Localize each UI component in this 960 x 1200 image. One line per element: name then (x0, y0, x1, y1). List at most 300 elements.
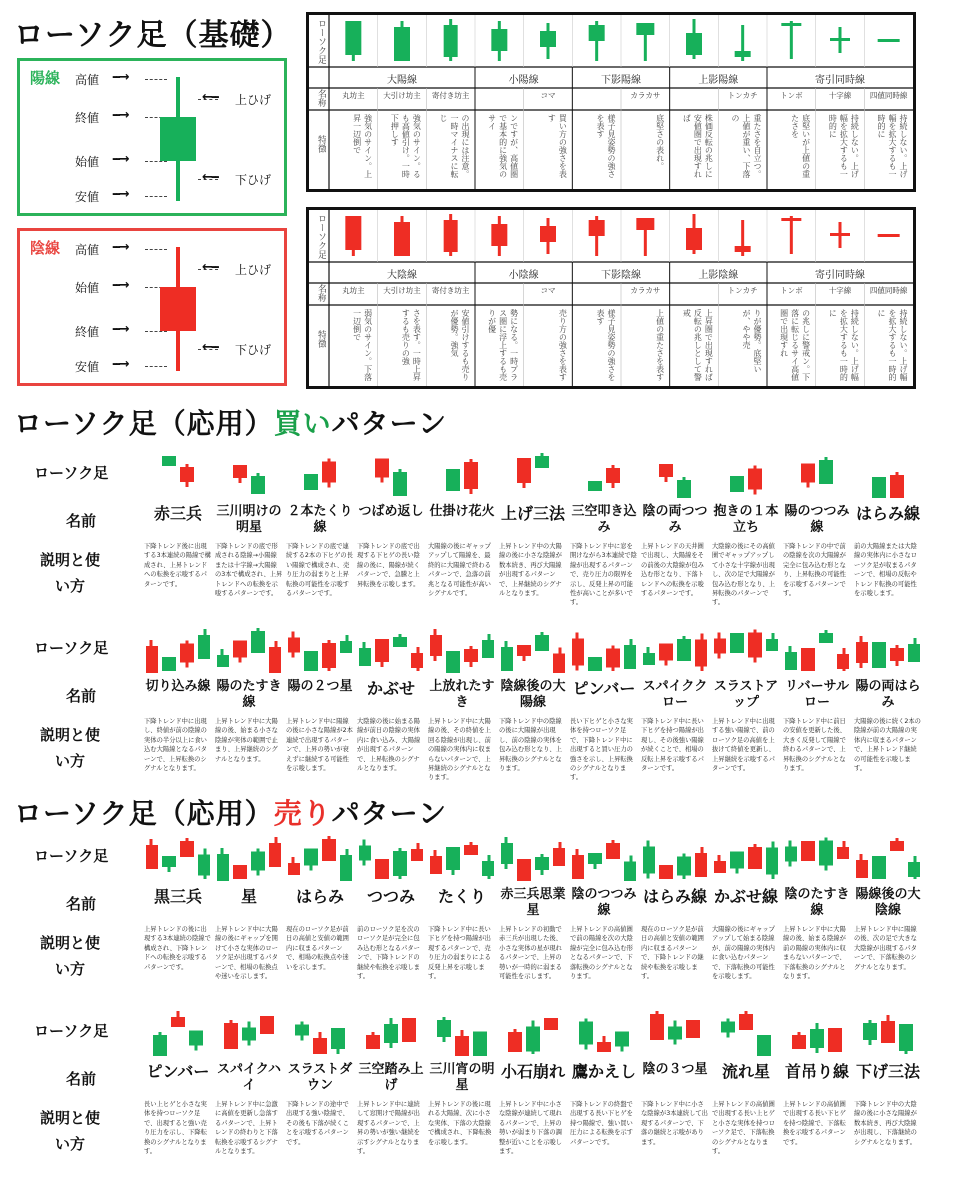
candle-body (624, 645, 636, 669)
label-open: 始値 (75, 155, 100, 169)
pattern-candle-chart (785, 627, 849, 673)
pattern-description: 下降トレンド中に前日の安値を更新した後、大きく反発して陽線で終わるパターンで、上昇転換のシグナルとなります。 (783, 718, 846, 773)
pattern-candle (792, 1032, 806, 1049)
pattern-candle (730, 633, 744, 653)
candle-body (402, 1018, 416, 1042)
pattern-description: 大陰線の後に始まる陽線が前日の陰線の実体内に食い込み、大陽線が出現するパターンで、上昇転換のシグナルとなります。 (357, 718, 421, 773)
pattern-candle (588, 657, 602, 671)
pattern-candle (473, 1032, 487, 1057)
group-label: 大陰線 (387, 270, 417, 281)
row-label: ローソク足 (316, 214, 326, 259)
pattern-candle (890, 838, 904, 851)
pattern-candle (517, 458, 531, 488)
reference-candle (589, 216, 605, 256)
buy-title-highlight: 買い (273, 407, 332, 440)
candle-body (233, 465, 247, 478)
pattern-candle (863, 1020, 877, 1045)
candle-body (801, 464, 815, 483)
pattern-candle-chart (643, 1010, 707, 1056)
candle-body (251, 852, 265, 871)
pattern-description: 下降トレンド中に長い下ヒゲを持つ陽線が出現するパターンで、売り圧力の弱まりによる反発上昇を示唆します。 (428, 926, 491, 981)
candle-body (872, 642, 886, 668)
candle-body (437, 1020, 451, 1037)
legend-yang (17, 58, 287, 216)
candle-name-label: 大引け坊主 (383, 91, 421, 100)
pattern-candle-chart (714, 627, 778, 673)
pattern-candle (785, 646, 797, 670)
pattern-description: 下降トレンドの底で形成される陰線→小陽線または十字線→大陽線の3本で構成され、上昇トレンドへの転換を示唆するパターンです。 (215, 543, 283, 598)
pattern-candle (233, 641, 247, 663)
pattern-candle-chart (146, 452, 210, 498)
pattern-candle (162, 456, 176, 466)
pattern-candle-chart (146, 835, 210, 881)
reference-candle (686, 214, 702, 254)
pattern-description: 下降トレンドの終盤で出現する長い下ヒゲを持つ陽線で、強い買い圧力による転換を示すパターンです。 (570, 1101, 633, 1146)
candle-body (501, 843, 513, 864)
pattern-name: 陽のたすき線 (216, 679, 282, 710)
candle-body (837, 654, 849, 669)
candle-body (430, 856, 442, 874)
row-label-description: 説明と使い方 (40, 726, 101, 770)
candle-body (322, 462, 336, 483)
sell-title-highlight: 売り (273, 797, 332, 830)
pattern-description: 上昇トレンドの後に現れる大陽線、次に小さな実体、下落の大陰線で構成され、下降転換を示唆します。 (428, 1101, 492, 1146)
pattern-candle (501, 837, 513, 869)
pattern-candle (579, 1019, 593, 1050)
pattern-description: 下降トレンドの途中で出現する強い陰線で、その後も下落が続くことを示唆するパターンです。 (286, 1101, 349, 1146)
candle-body (393, 637, 407, 647)
candle-yang-diagram (158, 77, 198, 201)
feature-text: の出現には注意。一時マイナスに転じ (438, 114, 470, 178)
pattern-candle-chart (288, 1010, 352, 1056)
candle-body (517, 645, 531, 656)
candle-body (340, 855, 352, 881)
candle-body (785, 652, 797, 670)
candle-body (572, 639, 584, 666)
pattern-candle (153, 1032, 167, 1056)
candle-body (393, 472, 407, 496)
candle-body (615, 1032, 629, 1047)
pattern-candle (659, 464, 673, 482)
pattern-name: かぶせ (366, 679, 415, 698)
row-label-description: 説明と使い方 (40, 1109, 101, 1153)
candle-body (588, 657, 602, 671)
candle-body (714, 639, 726, 654)
candle-body (721, 1022, 735, 1033)
candle-body (553, 654, 565, 674)
candle-name-label: 四値同時線 (869, 91, 908, 100)
candle-body (801, 648, 815, 671)
cross-candle-body (830, 233, 850, 236)
group-label: 下影陽線 (600, 75, 641, 86)
reference-candle (394, 216, 410, 256)
pattern-description: 上昇トレンド中に陽線の後、次の足で大きな大陰線が出現するパターンで、下落転換のシグナルとなります。 (854, 926, 917, 971)
pattern-name: スラストダウン (287, 1062, 353, 1093)
pattern-description: 下降トレンド中に小さな陰線が3本連続して出現するパターンで、下落の継続と示唆があります。 (641, 1101, 708, 1146)
pattern-name: 三空叩き込み (571, 504, 637, 535)
candle-body (856, 642, 868, 663)
pattern-candle (180, 464, 194, 487)
pattern-name: 陽の２つ星 (287, 679, 353, 694)
candle-body (686, 33, 702, 55)
candle-body (579, 1022, 593, 1045)
pattern-candle (304, 849, 318, 871)
candle-body (304, 651, 318, 671)
row-label: 名称 (316, 284, 326, 302)
pattern-candle (553, 648, 565, 674)
pattern-candle-chart (288, 835, 352, 881)
group-label: 小陽線 (508, 75, 539, 86)
candle-body (180, 841, 194, 857)
candle-body (455, 1036, 469, 1056)
candle-body (872, 856, 886, 879)
candle-body (856, 860, 868, 878)
pattern-candle (198, 629, 210, 659)
candle-name-label: 四値同時線 (869, 286, 908, 295)
pattern-candle (606, 840, 620, 859)
pattern-name: スパイククロー (642, 679, 708, 710)
group-label: 大陽線 (387, 75, 417, 86)
candle-body (411, 653, 423, 668)
candle-body (233, 641, 247, 658)
pattern-name: 下げ三法 (855, 1062, 920, 1081)
pattern-name: ピンバー (146, 1062, 210, 1081)
pattern-candle (721, 1019, 735, 1038)
candle-body (597, 1042, 611, 1052)
pattern-candle (251, 473, 265, 494)
feature-text: ンですが、高値圏で基本的に強気のサイ (487, 114, 519, 178)
candle-body (659, 644, 673, 661)
pattern-candle-chart (714, 452, 778, 498)
candle-body (171, 1017, 185, 1027)
pattern-description: 上昇トレンドの高値圏で前の陽線を次の大陰線が完全に包み込む形となるパターンで、下落転換のシグナルとなります。 (570, 926, 633, 981)
pattern-candle (260, 1016, 274, 1034)
pattern-candle-chart (288, 452, 352, 498)
legend-yin-badge: 陰線 (30, 239, 61, 257)
pattern-description: 現在のローソク足が前日の高値と安値の範囲内に収まるパターンで、下降トレンドの継続や転換を示唆します。 (641, 926, 704, 981)
candle-body (766, 639, 778, 651)
pattern-candle (198, 849, 210, 880)
feature-text: りが優勢。底堅いが、やや売 (741, 309, 762, 373)
pattern-candle (526, 1021, 540, 1055)
candle-name-label: トンボ (780, 91, 803, 100)
reference-candle (636, 23, 654, 61)
candle-body (217, 655, 229, 667)
pattern-candle (331, 1028, 345, 1054)
pattern-candle (430, 629, 442, 661)
pattern-candle (393, 469, 407, 496)
group-label: 上影陽線 (698, 75, 739, 86)
row-label-name: 名前 (66, 895, 97, 913)
pattern-candle (288, 632, 300, 658)
pattern-candle (695, 634, 707, 672)
candle-body (491, 224, 507, 246)
pattern-description: 下降トレンド後に出現する3本連続の陽線で構成され、上昇トレンドへの転換を示唆するパターンです。 (144, 543, 211, 588)
pattern-candle (304, 474, 318, 490)
candle-body (890, 475, 904, 498)
candle-body (180, 467, 194, 482)
pattern-candle (359, 840, 371, 866)
candle-name-label: トンカチ (727, 286, 758, 295)
feature-text: 強気のサイン。上昇一辺倒で (352, 114, 373, 178)
candle-body (322, 839, 336, 861)
candle-body (430, 635, 442, 656)
candle-body (393, 851, 407, 876)
pattern-candle (801, 464, 815, 488)
candle-body (233, 865, 247, 879)
row-label: 名称 (316, 89, 326, 107)
pattern-candle (295, 1022, 309, 1041)
group-label: 下影陰線 (600, 270, 641, 281)
candle-body (890, 648, 904, 661)
candle-body (359, 846, 371, 861)
candle-body (748, 633, 762, 658)
pattern-candle-chart (217, 627, 281, 673)
label-low: 安値 (75, 190, 100, 204)
pattern-candle-chart (359, 452, 423, 498)
pattern-name: 三川宵の明星 (429, 1062, 495, 1093)
candle-body (508, 1032, 522, 1052)
feature-text: 底堅さの表れ。 (655, 114, 665, 170)
label-low: 安値 (75, 360, 100, 374)
pattern-candle (810, 1023, 824, 1053)
pattern-candle (288, 857, 300, 875)
feature-text: 勢になる。一時プラス圏に浮上するも売りが優 (487, 309, 519, 381)
pattern-candle (872, 856, 886, 879)
pattern-candle-chart (430, 627, 494, 673)
candle-name-label: トンカチ (727, 91, 758, 100)
pattern-name: ２本たくり線 (287, 504, 353, 535)
pattern-candle (411, 843, 423, 861)
pattern-description: 上昇トレンド中に陽線の後に小さな陽線が2本連続で出現するパターンで、上昇の勢いが衰えずに継続する可能性を示唆します。 (286, 718, 353, 773)
pattern-candle (677, 636, 691, 661)
pattern-candle (384, 1018, 398, 1048)
pattern-candle (464, 842, 478, 855)
pattern-description: 上昇トレンド中に大陽線の後にギャップを開けて小さな実体のローソク足が出現するパターンで、相場の転換点や迷いを示します。 (215, 926, 278, 981)
pattern-candle (695, 847, 707, 877)
row-label: 特徴 (316, 330, 326, 348)
pattern-candle-chart (643, 627, 707, 673)
candle-body (606, 843, 620, 859)
candle-body (198, 855, 210, 876)
candle-body (146, 646, 158, 673)
pattern-candle (535, 632, 549, 651)
pattern-name: スパイクハイ (217, 1062, 281, 1093)
candle-name-label: 大引け坊主 (383, 286, 421, 295)
row-label: ローソク足 (316, 19, 326, 64)
pattern-description: 上昇トレンド中の大陽線の後に小さな陰線が数本続き、再び大陽線が出現するパターンで、上昇継続のシグナルとなります。 (499, 543, 562, 598)
pattern-name: 鷹かえし (571, 1062, 636, 1081)
pattern-name: 陰のたすき線 (784, 887, 850, 918)
pattern-description: 上昇トレンド中に大陽線の後、始まる小さな陰線が実体の範囲で止まり、上昇継続のシグナルとなります。 (215, 718, 278, 763)
buy-title-prefix: ローソク足（応用） (14, 407, 274, 440)
pattern-candle (437, 1017, 451, 1042)
pattern-description: 上昇トレンド中に連続して窓開けで陽線が出現するパターンで、上昇の勢いが強い継続を示すシグナルとなります。 (357, 1101, 420, 1156)
candle-name-label: カラカサ (630, 286, 661, 295)
candle-body (304, 849, 318, 866)
pattern-candle (224, 1020, 238, 1049)
reference-candle (394, 21, 410, 61)
pattern-candle (659, 865, 673, 879)
pattern-candle-chart (288, 627, 352, 673)
reference-candle (345, 216, 361, 256)
pattern-candle (730, 476, 744, 492)
pattern-description: 前の大陽線または大陰線の実体内に小さなローソク足が収まるパターンで、相場の反転やトレンド転換の可能性を示唆します。 (854, 543, 917, 598)
reference-candle (540, 218, 556, 254)
candle-body (677, 857, 691, 876)
candle-body (162, 456, 176, 466)
pattern-candle (430, 850, 442, 874)
pattern-candle (517, 859, 531, 881)
pattern-description: 下降トレンドの底で連続する2本の下ヒゲの長い陽線で構成され、売り圧力の弱まりと上昇転換の可能性を示唆するパターンです。 (286, 543, 353, 598)
pattern-description: 下降トレンドの底で出現する下ヒゲの長い陰線の後に、陽線が続くパターンで、急騰と上昇転換を示唆します。 (357, 543, 420, 588)
candle-body (695, 640, 707, 667)
pattern-candle (402, 1018, 416, 1042)
pattern-candle (233, 865, 247, 879)
feature-text: 買い方の強さを表す (547, 114, 568, 178)
pattern-candle-chart (785, 1010, 849, 1056)
pattern-candle (643, 841, 655, 879)
row-label: 特徴 (316, 135, 326, 153)
candle-body (340, 641, 352, 653)
pattern-description: 上昇トレンド中に大陽線の後、その終値を上回る陰線が出現し、前の陽線の実体内に収まらないパターンで、上昇継続のシグナルとなります。 (428, 718, 491, 782)
pattern-name: はらみ線 (642, 887, 707, 906)
candle-body (269, 647, 281, 673)
candle-body (643, 847, 655, 874)
candle-body (668, 1027, 682, 1040)
candle-name-label: 寄付き坊主 (431, 286, 470, 295)
candle-body (153, 1035, 167, 1056)
pattern-candle (535, 854, 549, 875)
feature-text: 様子見姿勢の強さを表す (595, 309, 616, 381)
pattern-candle (588, 853, 602, 869)
pattern-candle-chart (572, 452, 636, 498)
pattern-candle (482, 634, 494, 658)
pattern-candle (615, 1032, 629, 1052)
row-label-name: 名前 (66, 1070, 97, 1088)
pattern-candle (748, 466, 762, 495)
candle-body (643, 653, 655, 665)
pattern-description: 下降トレンド中に出現し、終値が前の陰線の実体の半分以上に食い込む大陽線となるパターンで、上昇転換のシグナルとなります。 (144, 718, 207, 773)
reference-candle (735, 220, 751, 256)
candle-body (606, 468, 620, 483)
candle-body (269, 843, 281, 867)
candle-body (526, 1027, 540, 1052)
row-label-candle: ローソク足 (34, 1022, 109, 1040)
pattern-candle (856, 854, 868, 878)
candle-body (501, 647, 513, 671)
candle-body (544, 1018, 558, 1030)
pattern-candle (162, 856, 176, 872)
pattern-candle (313, 1032, 327, 1054)
reference-candle (589, 21, 605, 61)
pattern-name: 小石崩れ (500, 1062, 565, 1081)
pattern-name: 陰の３つ星 (642, 1062, 708, 1077)
reference-candle (444, 19, 458, 61)
candle-body (375, 459, 389, 478)
pattern-candle-chart (714, 835, 778, 881)
pattern-description: 大陽線の後にギャップアップして陽線を、最終的に大陽線で終わるパターンで、急落の前兆となる可能性が高いシグナルです。 (428, 543, 491, 598)
candle-body (606, 649, 620, 668)
pattern-candle (714, 633, 726, 659)
candle-body (589, 25, 605, 41)
pattern-description: 上昇トレンドの高値圏で出現する長い上ヒゲと小さな実体を持つローソク足で、下落転換のシグナルとなります。 (712, 1101, 775, 1156)
candle-body (650, 1014, 664, 1040)
candle-body (295, 1025, 309, 1036)
candle-body (624, 862, 636, 882)
pattern-description: 前のローソク足を次のローソク足が完全に包み込む形となるパターンで、下降トレンドの継続や転換を示唆します。 (357, 926, 420, 981)
pattern-candle (766, 633, 778, 651)
candle-body (198, 635, 210, 659)
pattern-candle (828, 1028, 842, 1052)
group-label: 上影陰線 (698, 270, 739, 281)
pattern-candle (359, 642, 371, 666)
candle-body (491, 29, 507, 51)
pattern-name: 三空踏み上げ (358, 1062, 424, 1093)
feature-text: 底堅いが上値の重たさを (790, 114, 811, 178)
pattern-candle (217, 848, 229, 881)
candle-name-label: コマ (540, 91, 556, 100)
candle-body (572, 855, 584, 879)
pattern-candle (872, 477, 886, 498)
pattern-candle-chart (572, 627, 636, 673)
pattern-candle (146, 839, 158, 869)
pattern-name: 陽線後の大陰線 (855, 887, 921, 918)
pattern-candle (189, 1031, 203, 1051)
reference-candle (444, 214, 458, 256)
pattern-candle-chart (643, 835, 707, 881)
label-upper-shadow: 上ひげ (235, 263, 272, 277)
pattern-candle (180, 838, 194, 857)
pattern-name: 陰の両つつみ (642, 504, 708, 535)
pattern-description: 下降トレンド中に窓を開けながら3本連続で陰線が出現するパターンで、売り圧力の限界を示し、反発上昇の可能性が高いことが多いです。 (570, 543, 637, 607)
arrow-right-icon: --→ (112, 108, 128, 123)
pattern-name: スラストアップ (713, 679, 779, 710)
pattern-candle-chart (146, 627, 210, 673)
candle-body (345, 216, 361, 250)
pattern-candle (553, 842, 565, 866)
pattern-name: 抱きの１本立ち (713, 504, 779, 535)
candle-body (819, 460, 833, 484)
pattern-candle (446, 651, 460, 673)
feature-text: 重たさを自立つ。上値が重い、下落の (730, 114, 762, 178)
candle-body (535, 456, 549, 468)
basic-title: ローソク足（基礎） (14, 18, 292, 53)
pattern-candle (668, 1021, 682, 1045)
pattern-candle (881, 1015, 895, 1043)
pattern-candle (714, 855, 726, 873)
row-label-name: 名前 (66, 512, 97, 530)
candle-body (162, 657, 176, 671)
row-label-description: 説明と使い方 (40, 551, 101, 595)
reference-candle (491, 21, 507, 61)
candle-body (801, 841, 815, 861)
candle-body (735, 246, 751, 252)
pattern-name: リバーサルロー (785, 679, 849, 710)
pattern-candle (890, 472, 904, 498)
candle-body (535, 857, 549, 870)
pattern-candle (624, 639, 636, 669)
pattern-description: 下降トレンドの中で前の陰線を次の大陽線が完全に包み込む形となり、上昇転換の可能性を示唆するパターンです。 (783, 543, 846, 598)
pattern-candle (908, 638, 920, 662)
buy-section-title (14, 402, 447, 442)
pattern-name: 赤三兵思業星 (500, 887, 566, 918)
four-price-doji (878, 39, 900, 42)
reference-candle (735, 25, 751, 61)
candle-body (473, 1032, 487, 1057)
pattern-candle-chart (217, 1010, 281, 1056)
legend-yin (17, 228, 287, 386)
